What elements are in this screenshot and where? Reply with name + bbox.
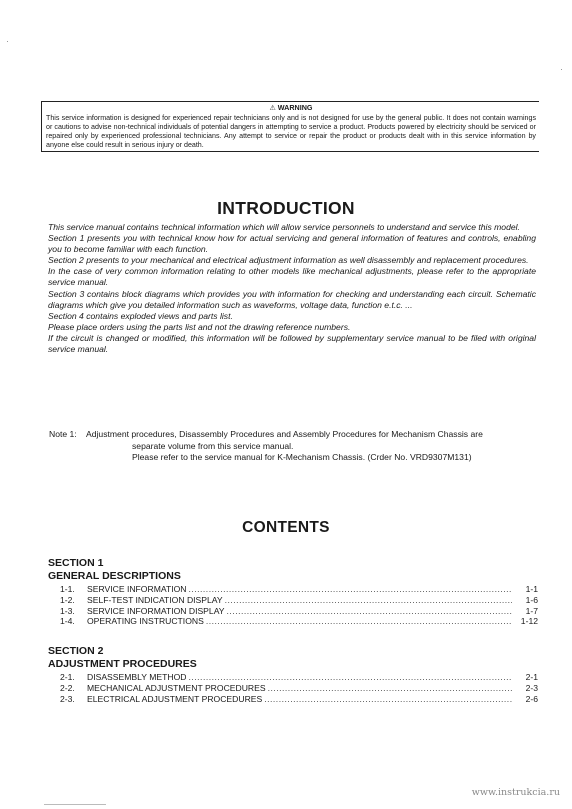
toc-number: 2-3. bbox=[60, 693, 75, 704]
intro-paragraph: Please place orders using the parts list and not the drawing reference numbers. bbox=[48, 321, 351, 332]
toc-page: 1-12 bbox=[520, 616, 538, 627]
toc-number: 2-1. bbox=[60, 672, 75, 682]
intro-paragraph: Section 4 contains exploded views and parts list. bbox=[48, 310, 233, 321]
toc-label: SERVICE INFORMATION bbox=[87, 584, 187, 594]
introduction-heading: INTRODUCTION bbox=[217, 198, 355, 218]
toc-label: SERVICE INFORMATION DISPLAY bbox=[87, 605, 225, 616]
toc-row[interactable] bbox=[48, 595, 538, 606]
toc-page: 2-1 bbox=[525, 672, 538, 682]
warning-title-text: WARNING bbox=[277, 103, 313, 112]
section-title: ADJUSTMENT PROCEDURES bbox=[48, 657, 197, 670]
scan-speck bbox=[561, 69, 562, 70]
note-line: Adjustment procedures, Disassembly Procedures and Assembly Procedures for Mechanism Chassis are bbox=[86, 429, 483, 439]
toc-number: 1-4. bbox=[60, 616, 75, 627]
introduction-body bbox=[48, 222, 536, 355]
contents-heading: CONTENTS bbox=[242, 519, 330, 536]
watermark-url: www.instrukcia.ru bbox=[471, 787, 560, 798]
note-line: separate volume from this service manual. bbox=[132, 440, 294, 451]
toc-label: DISASSEMBLY METHOD bbox=[87, 672, 187, 682]
scan-speck bbox=[7, 41, 8, 42]
section-number: SECTION 1 bbox=[48, 557, 104, 569]
note-label: Note 1: bbox=[49, 429, 77, 439]
warning-box bbox=[41, 101, 539, 152]
warning-line: does not contain warnings or cautions to advise non-technical individuals of potential dangers in attempting to service a product. bbox=[46, 113, 536, 131]
toc-number: 1-1. bbox=[60, 584, 75, 594]
intro-paragraph: Section 1 presents you with technical know how for actual servicing and general information of features and controls, enabling you to become familiar with each function. bbox=[48, 233, 536, 255]
toc-leader bbox=[227, 606, 512, 617]
toc-page: 1-1 bbox=[525, 584, 538, 594]
intro-paragraph: Section 3 contains block diagrams which provides you with information for checking and understanding each circuit. Schematic diagrams which give you detailed information such as waveforms, voltage data, function e.t.c. ... bbox=[48, 288, 536, 310]
toc-page: 2-6 bbox=[525, 693, 538, 704]
note-line: Please refer to the service manual for K-Mechanism Chassis. (Crder No. VRD9307M131) bbox=[132, 452, 472, 463]
toc-section-1 bbox=[48, 557, 538, 627]
section-title: GENERAL DESCRIPTIONS bbox=[48, 569, 181, 582]
toc-leader bbox=[225, 595, 512, 606]
intro-paragraph: If the circuit is changed or modified, this information will be followed by supplementary service manual to be filed with original service manual. bbox=[48, 332, 536, 355]
toc-label: SELF-TEST INDICATION DISPLAY bbox=[87, 594, 223, 605]
warning-line: Products powered by electricity should be serviced or repaired only by experienced professional technicians. Any attempt to bbox=[46, 122, 536, 140]
toc-leader bbox=[264, 694, 512, 705]
toc-row[interactable] bbox=[48, 584, 538, 595]
toc-number: 1-2. bbox=[60, 594, 75, 605]
toc-page: 2-3 bbox=[525, 682, 538, 693]
toc-leader bbox=[189, 672, 513, 683]
toc-row[interactable] bbox=[48, 606, 538, 617]
toc-page: 1-7 bbox=[525, 605, 538, 616]
bottom-rule bbox=[44, 804, 106, 805]
warning-title bbox=[46, 104, 536, 114]
intro-paragraph: In the case of very common information relating to other models like mechanical adjustments, please refer to the appropriate service manual. bbox=[48, 266, 536, 288]
intro-paragraph: Section 2 presents to your mechanical and electrical adjustment information as well disassembly and replacement procedures. bbox=[48, 255, 529, 266]
toc-number: 2-2. bbox=[60, 682, 75, 693]
toc-leader bbox=[206, 616, 512, 627]
section-number: SECTION 2 bbox=[48, 645, 104, 657]
toc-row[interactable] bbox=[48, 683, 538, 694]
toc-row[interactable] bbox=[48, 616, 538, 627]
intro-paragraph: This service manual contains technical information which will allow service personnels to understand and service this model. bbox=[48, 222, 520, 232]
toc-label: ELECTRICAL ADJUSTMENT PROCEDURES bbox=[87, 693, 263, 704]
toc-row[interactable] bbox=[48, 672, 538, 683]
toc-page: 1-6 bbox=[525, 594, 538, 605]
warning-body bbox=[46, 114, 536, 151]
toc-section-2 bbox=[48, 645, 538, 704]
toc-leader bbox=[268, 683, 512, 694]
toc-number: 1-3. bbox=[60, 605, 75, 616]
toc-label: OPERATING INSTRUCTIONS bbox=[87, 616, 204, 627]
warning-line: This service information is designed for experienced repair technicians only and is not designed for use by the general public. It bbox=[46, 113, 451, 122]
warning-line: service or repair the product or products dealt with in this service information by anyone else could result in serious injury or death. bbox=[46, 131, 536, 150]
warning-triangle-icon: ⚠ bbox=[269, 105, 276, 112]
toc-leader bbox=[188, 584, 512, 595]
toc-label: MECHANICAL ADJUSTMENT PROCEDURES bbox=[87, 682, 266, 693]
toc-row[interactable] bbox=[48, 694, 538, 705]
